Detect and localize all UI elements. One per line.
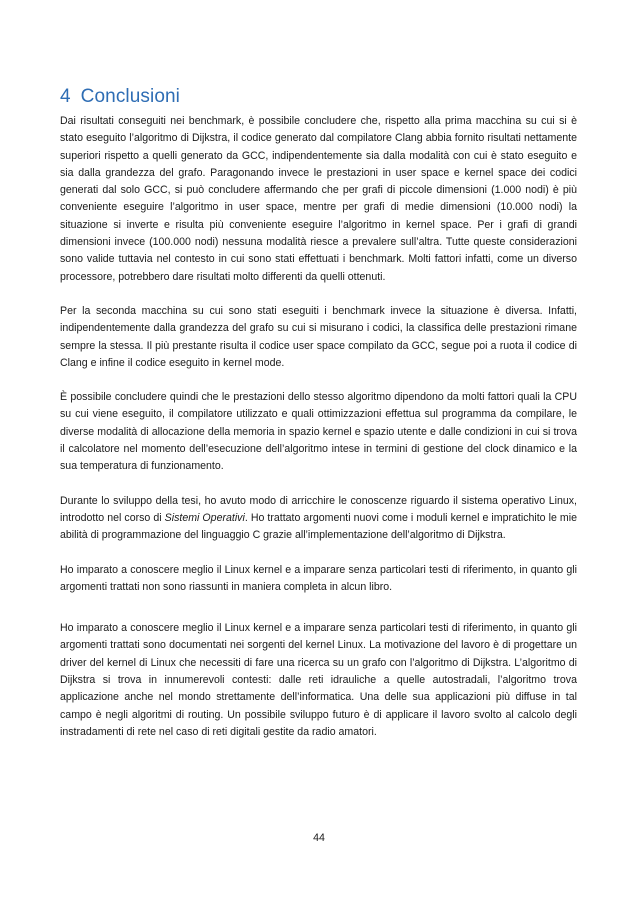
paragraph-text-end: . Ho trattato argomenti nuovi come i moduli kernel e impratichito le mie abilità di programmazione del linguaggio C grazie all’implementazione dell’algoritmo di Dijkstra. bbox=[60, 511, 577, 542]
paragraph-performance-factors: È possibile concludere quindi che le prestazioni dello stesso algoritmo dipendono da molti fattori quali la CPU su cui viene eseguito, il compilatore utilizzato e quali ottimizzazioni effettua sul programma da compilare, le diverse modalità di allocazione della memoria in spazio kernel e spazio utente e dalle condizioni in cui si trova il calcolatore nel momento dell’esecuzione dell’algoritmo intese in termini di gestione del clock dinamico e la sua temperatura di funzionamento. bbox=[60, 391, 577, 473]
section-body bbox=[60, 113, 577, 741]
paragraph-second-machine: Per la seconda macchina su cui sono stati eseguiti i benchmark invece la situazione è diversa. Infatti, indipendentemente dalla grandezza del grafo su cui si misurano i codici, la classifica delle prestazioni rimane sempre la stessa. Il più prestante risulta il codice user space compilato da GCC, segue poi a ruota il codice di Clang e infine il codice eseguito in kernel mode. bbox=[60, 304, 577, 369]
paragraph-benchmark-results: Dai risultati conseguiti nei benchmark, è possibile concludere che, rispetto alla prima macchina su cui si è stato eseguito l’algoritmo di Dijkstra, il codice generato dal compilatore Clang abbia fornito risultati nettamente superiori rispetto a quelli generato da GCC, indipendentemente sia dalla modalità con cui è stato eseguito e sia dalla grandezza del grafo. Paragonando invece le prestazioni in user space e kernel space dei codici generati dal solo GCC, si può concludere affermando che per grafi di piccole dimensioni (1.000 nodi) è più conveniente eseguire l’algoritmo in user space, mentre per grafi di medie dimensioni (10.000 nodi) la situazione si inverte e risulta più conveniente eseguire l’algoritmo in kernel space. Per i grafi di grandi dimensioni invece (100.000 nodi) nessuna modalità riesce a prevalere sull’altra. Tutte queste considerazioni sono valide tuttavia nel contesto in cui sono stati effettuati i benchmark. Molti fattori infatti, come un diverso processore, potrebbero dare risultati molto differenti da quelli ottenuti. bbox=[60, 115, 577, 283]
section-heading bbox=[60, 86, 180, 108]
course-name: Sistemi Operativi bbox=[164, 511, 245, 524]
section-title: Conclusioni bbox=[80, 86, 180, 107]
paragraph-text-start: Durante lo sviluppo della tesi, ho avuto modo di arricchire le conoscenze riguardo il sistema operativo Linux, introdotto nel corso di bbox=[60, 494, 577, 524]
paragraph-thesis-development bbox=[60, 493, 577, 545]
page-number: 44 bbox=[313, 832, 325, 844]
paragraph-kernel-learning: Ho imparato a conoscere meglio il Linux kernel e a imparare senza particolari testi di riferimento, in quanto gli argomenti trattati non sono riassunti in maniera completa in alcun libro. bbox=[60, 563, 577, 593]
section-number: 4 bbox=[60, 86, 71, 107]
paragraph-motivation-future-work: Ho imparato a conoscere meglio il Linux kernel e a imparare senza particolari testi di riferimento, in quanto gli argomenti trattati sono documentati nei sorgenti del kernel Linux. La motivazione del lavoro è di progettare un driver del kernel di Linux che necessiti di fare una ricerca su un grafo con l’algoritmo di Dijkstra. L’algoritmo di Dijkstra si trova in innumerevoli contesti: dalle reti idrauliche a quelle autostradali, l’algoritmo trova applicazione anche nel mondo strettamente dell’informatica. Una delle sua applicazioni più diffuse in tal campo è negli algoritmi di routing. Un possibile sviluppo futuro è di applicare il lavoro svolto al calcolo degli instradamenti di rete nel caso di reti digitali gestite da radio amatori. bbox=[60, 622, 577, 738]
